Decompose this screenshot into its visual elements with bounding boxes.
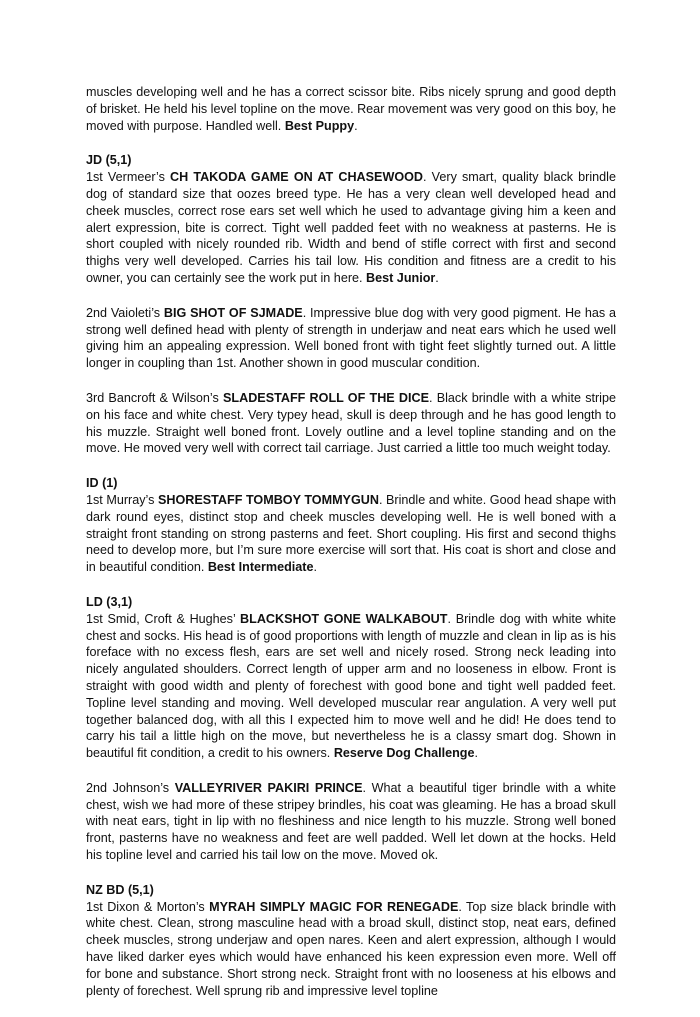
award-text: Best Puppy (284, 118, 355, 133)
critique-page (86, 84, 616, 1017)
class-heading: LD (3,1) (86, 594, 133, 609)
class-heading: NZ BD (5,1) (86, 882, 154, 897)
dog-name: SHORESTAFF TOMBOY TOMMYGUN (157, 492, 379, 507)
dog-name: CH TAKODA GAME ON AT CHASEWOOD (170, 170, 424, 185)
intro-paragraph: muscles developing well and he has a correct scissor bite. Ribs nicely sprung and good depth of brisket. He held his level topline on the move. Rear movement was very good on this boy, he moved with purpose. Handled well. Best Puppy. (86, 85, 616, 133)
class-section-jd (86, 152, 616, 457)
dog-name: SLADESTAFF ROLL OF THE DICE (223, 390, 430, 405)
entry-paragraph: 1st Smid, Croft & Hughes’ BLACKSHOT GONE WALKABOUT. Brindle dog with white white chest and socks. His head is of good proportions with length of muzzle and clean in lip as is his foreface with no excess flesh, ears are set well and nicely rosed. Strong neck leading into nicely angulated shoulders. Correct length of upper arm and no looseness in elbow. Front is straight with good width and plenty of forechest with good bone and tight well padded feet. Topline level standing and moving. Well developed muscular rear angulation. A very well put together balanced dog, with all this I expected him to move well and he did! He does tend to carry his tail a little high on the move, but nevertheless he is a classy smart dog. Shown in beautiful fit condition, a credit to his owners. Reserve Dog Challenge. (86, 611, 616, 761)
dog-name: BIG SHOT OF SJMADE (163, 305, 303, 320)
class-section-id (86, 475, 616, 576)
dog-name: VALLEYRIVER PAKIRI PRINCE (174, 780, 363, 795)
entry-paragraph: 1st Murray’s SHORESTAFF TOMBOY TOMMYGUN. Brindle and white. Good head shape with dark round eyes, distinct stop and cheek muscles developing well. He is well boned with a straight front standing on strong pasterns and feet. Short coupling. His first and second thighs need to develop more, but I’m sure more exercise will sort that. His coat is short and close and in beautiful condition. Best Intermediate. (86, 492, 616, 575)
entry-paragraph: 2nd Vaioleti’s BIG SHOT OF SJMADE. Impressive blue dog with very good pigment. He has a strong well defined head with plenty of strength in underjaw and neat ears which he used well giving him an appealing expression. Well boned front with tight feet slightly turned out. A little longer in coupling than 1st. Another shown in good muscular condition. (86, 305, 617, 371)
dog-name: BLACKSHOT GONE WALKABOUT (240, 611, 448, 626)
class-section-nz-bd (86, 882, 616, 1000)
entry-paragraph: 2nd Johnson’s VALLEYRIVER PAKIRI PRINCE. What a beautiful tiger brindle with a white chest, wish we had more of these stripey brindles, his coat was gleaming. He has a broad skull with neat ears, tight in lip with no fleshiness and nice length to his muzzle. Strong well boned front, pasterns have no weakness and feet are well padded. Well let down at the hocks. Held his topline level and carried his tail low on the move. Moved ok. (86, 780, 617, 863)
entry-paragraph: 3rd Bancroft & Wilson’s SLADESTAFF ROLL OF THE DICE. Black brindle with a white stripe on his face and white chest. Very typey head, skull is deep through and he has good length to his muzzle. Straight well boned front. Lovely outline and a level topline standing and on the move. He moved very well with correct tail carriage. Just carried a little too much weight today. (86, 390, 616, 456)
paragraph-text: muscles developing well and he has a correct scissor bite. Ribs nicely sprung and good depth of brisket. He held his level topline on the move. Rear movement was very good on this boy, he moved with purpose. Handled well. (86, 85, 616, 133)
entry-paragraph: 1st Dixon & Morton’s MYRAH SIMPLY MAGIC FOR RENEGADE. Top size black brindle with white chest. Clean, strong masculine head with a broad skull, distinct stop, neat ears, defined cheek muscles, strong underjaw and open nares. Keen and alert expression, although I would have liked darker eyes which would have enhanced his keen expression even more. Well off for bone and substance. Short strong neck. Straight front with no looseness at his elbows and plenty of forechest. Well sprung rib and impressive level topline (86, 899, 616, 998)
entry-paragraph: 1st Vermeer’s CH TAKODA GAME ON AT CHASEWOOD. Very smart, quality black brindle dog of standard size that oozes breed type. He has a very clean well developed head and cheek muscles, correct rose ears set well which he used to advantage giving him a keen and alert expression, bite is correct. Tight well padded feet with no weakness at pasterns. He is short coupled with nicely rounded rib. Width and bend of stifle correct with first and second thighs very well developed. Carries his tail low. His condition and fitness are a credit to his owner, you can certainly see the work put in here. Best Junior. (86, 170, 616, 285)
class-heading: ID (1) (86, 476, 118, 491)
class-section-ld (86, 594, 616, 864)
award-text: Best Junior (366, 270, 436, 285)
award-text: Reserve Dog Challenge (333, 746, 475, 761)
class-heading: JD (5,1) (86, 153, 132, 168)
dog-name: MYRAH SIMPLY MAGIC FOR RENEGADE (209, 899, 459, 914)
award-text: Best Intermediate (207, 560, 314, 575)
